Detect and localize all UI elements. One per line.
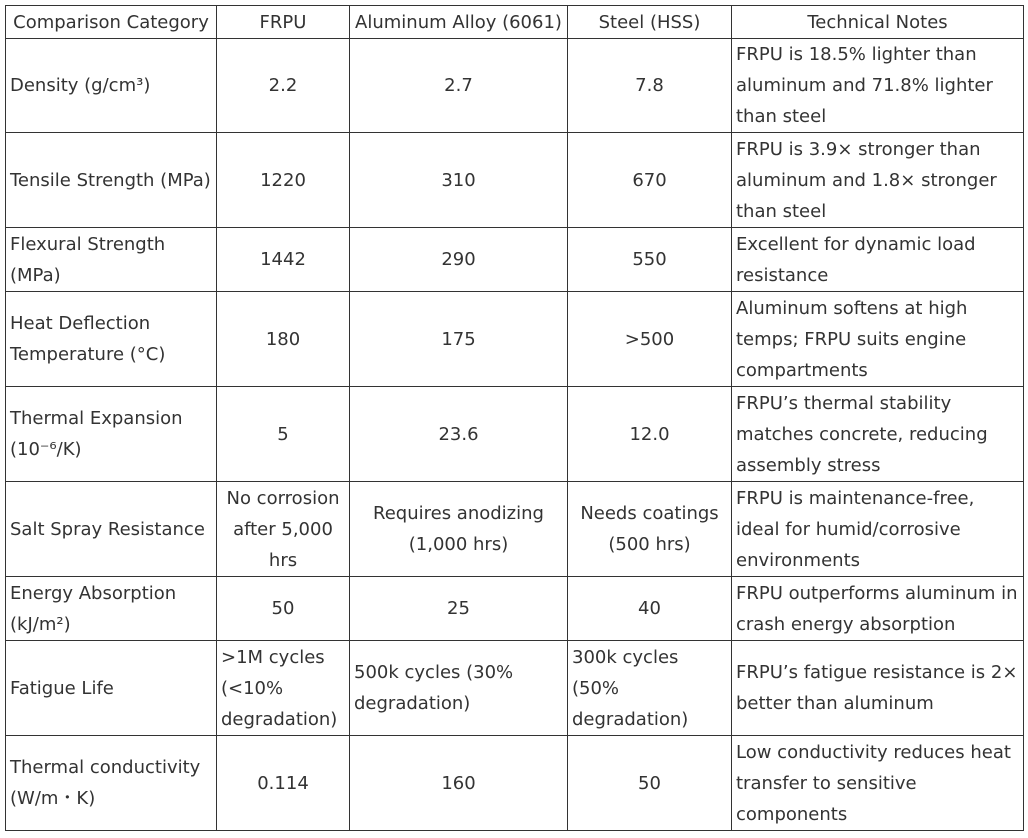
aluminum-cell: 25 — [350, 577, 568, 641]
frpu-cell: 5 — [217, 387, 350, 482]
table-row — [6, 39, 1024, 133]
aluminum-cell: 160 — [350, 736, 568, 831]
frpu-cell: 50 — [217, 577, 350, 641]
aluminum-cell: Requires anodizing (1,000 hrs) — [350, 482, 568, 577]
steel-cell: >500 — [568, 292, 732, 387]
table-row — [6, 736, 1024, 831]
steel-cell: 670 — [568, 133, 732, 228]
frpu-cell: 1220 — [217, 133, 350, 228]
category-cell: Tensile Strength (MPa) — [6, 133, 217, 228]
header-comparison-category: Comparison Category — [6, 6, 217, 39]
notes-cell: FRPU’s fatigue resistance is 2× better than aluminum — [732, 641, 1024, 736]
category-cell: Thermal conductivity (W/m・K) — [6, 736, 217, 831]
category-cell: Salt Spray Resistance — [6, 482, 217, 577]
aluminum-cell: 500k cycles (30% degradation) — [350, 641, 568, 736]
notes-cell: FRPU is 18.5% lighter than aluminum and 71.8% lighter than steel — [732, 39, 1024, 133]
frpu-cell: >1M cycles (<10% degradation) — [217, 641, 350, 736]
notes-cell: FRPU is maintenance-free, ideal for humid/corrosive environments — [732, 482, 1024, 577]
steel-cell: 40 — [568, 577, 732, 641]
steel-cell: 7.8 — [568, 39, 732, 133]
table-header — [6, 6, 1024, 39]
frpu-cell: 2.2 — [217, 39, 350, 133]
comparison-table — [5, 5, 1024, 831]
category-cell: Density (g/cm³) — [6, 39, 217, 133]
header-technical-notes: Technical Notes — [732, 6, 1024, 39]
frpu-cell: 0.114 — [217, 736, 350, 831]
aluminum-cell: 310 — [350, 133, 568, 228]
frpu-cell: 180 — [217, 292, 350, 387]
table-body — [6, 39, 1024, 831]
table-row — [6, 133, 1024, 228]
header-frpu: FRPU — [217, 6, 350, 39]
steel-cell: 12.0 — [568, 387, 732, 482]
notes-cell: Aluminum softens at high temps; FRPU suits engine compartments — [732, 292, 1024, 387]
aluminum-cell: 290 — [350, 228, 568, 292]
table-row — [6, 482, 1024, 577]
table-row — [6, 641, 1024, 736]
header-row — [6, 6, 1024, 39]
notes-cell: Low conductivity reduces heat transfer to sensitive components — [732, 736, 1024, 831]
header-steel: Steel (HSS) — [568, 6, 732, 39]
category-cell: Energy Absorption (kJ/m²) — [6, 577, 217, 641]
steel-cell: Needs coatings (500 hrs) — [568, 482, 732, 577]
steel-cell: 50 — [568, 736, 732, 831]
category-cell: Flexural Strength (MPa) — [6, 228, 217, 292]
frpu-cell: 1442 — [217, 228, 350, 292]
table-row — [6, 292, 1024, 387]
category-cell: Thermal Expansion (10⁻⁶/K) — [6, 387, 217, 482]
table-row — [6, 577, 1024, 641]
steel-cell: 300k cycles (50% degradation) — [568, 641, 732, 736]
table-row — [6, 228, 1024, 292]
notes-cell: Excellent for dynamic load resistance — [732, 228, 1024, 292]
notes-cell: FRPU’s thermal stability matches concrete, reducing assembly stress — [732, 387, 1024, 482]
frpu-cell: No corrosion after 5,000 hrs — [217, 482, 350, 577]
aluminum-cell: 2.7 — [350, 39, 568, 133]
notes-cell: FRPU is 3.9× stronger than aluminum and 1.8× stronger than steel — [732, 133, 1024, 228]
header-aluminum: Aluminum Alloy (6061) — [350, 6, 568, 39]
aluminum-cell: 23.6 — [350, 387, 568, 482]
notes-cell: FRPU outperforms aluminum in crash energy absorption — [732, 577, 1024, 641]
aluminum-cell: 175 — [350, 292, 568, 387]
category-cell: Heat Deflection Temperature (°C) — [6, 292, 217, 387]
table-row — [6, 387, 1024, 482]
steel-cell: 550 — [568, 228, 732, 292]
category-cell: Fatigue Life — [6, 641, 217, 736]
